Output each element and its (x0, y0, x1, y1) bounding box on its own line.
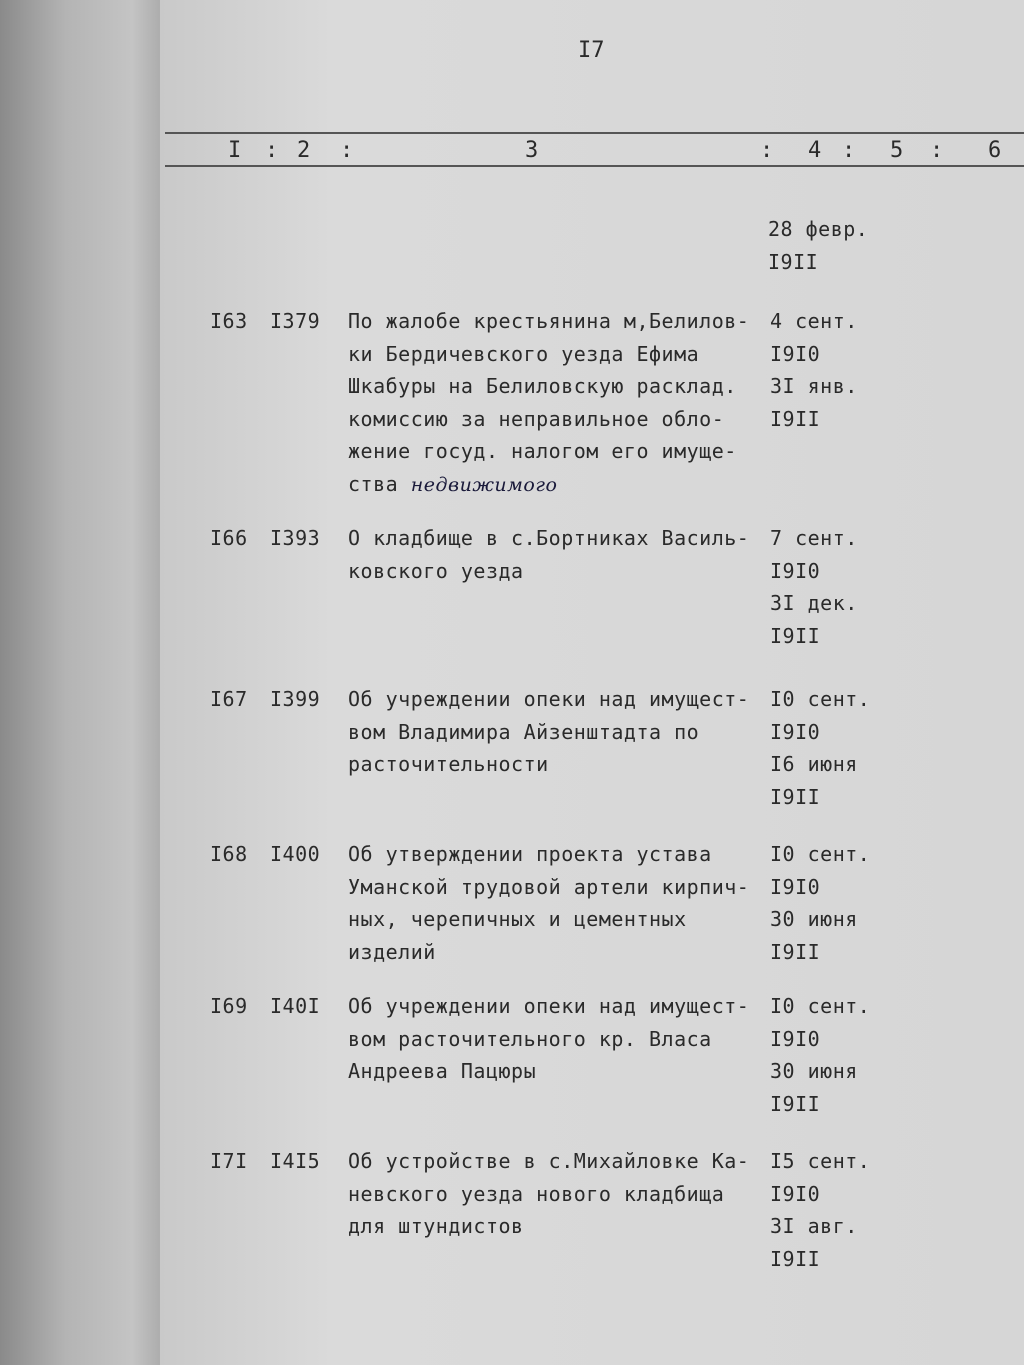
entry-number: I66 (210, 526, 248, 550)
date: I9I0 (770, 874, 821, 899)
date: 7 сент. (770, 526, 858, 550)
carryover-dates (768, 213, 868, 278)
description-line: Об утверждении проекта устава (348, 842, 712, 866)
entry-number-cell (210, 305, 248, 338)
entry-dates (770, 838, 870, 968)
date: I0 сент. (770, 994, 871, 1018)
page-number: I7 (578, 38, 605, 63)
file-number-cell (270, 683, 320, 716)
date: 3I дек. (770, 591, 858, 615)
entry-dates (770, 683, 870, 813)
description-line: изделий (348, 939, 436, 964)
date: I9II (770, 1091, 821, 1116)
entry-description (348, 305, 749, 501)
date: 30 июня (770, 907, 858, 931)
header-rule-top (165, 132, 1024, 134)
description-line: вом расточительного кр. Власа (348, 1026, 712, 1051)
description-line: Об учреждении опеки над имущест- (348, 994, 750, 1018)
date: I9II (768, 249, 819, 274)
entry-description (348, 522, 749, 587)
file-number-cell (270, 1145, 320, 1178)
column-header-cell: 6 (988, 138, 1002, 163)
entry-number-cell (210, 838, 248, 871)
description-line: ных, черепичных и цементных (348, 907, 687, 931)
entry-description (348, 1145, 749, 1243)
date: 30 июня (770, 1059, 858, 1083)
description-line: Андреева Пацюры (348, 1059, 537, 1083)
entry-number-cell (210, 683, 248, 716)
date: I9I0 (770, 719, 821, 744)
date: I9II (770, 939, 821, 964)
description-line: для штундистов (348, 1214, 524, 1238)
entry-description (348, 990, 749, 1088)
description-line: ки Бердичевского уезда Ефима (348, 341, 700, 366)
file-number-cell (270, 838, 320, 871)
column-header-cell: 4 (808, 138, 822, 163)
handwritten-note: недвижимого (410, 473, 558, 496)
file-number-cell (270, 305, 320, 338)
description-line: О кладбище в с.Бортниках Василь- (348, 526, 750, 550)
description-line: По жалобе крестьянина м,Белилов- (348, 309, 750, 333)
column-header-cell: : (340, 138, 354, 163)
file-number-cell (270, 522, 320, 555)
description-line: ства (348, 471, 399, 496)
date: I9II (770, 406, 821, 431)
entry-number: I7I (210, 1149, 248, 1173)
file-number: I4I5 (270, 1149, 321, 1173)
date: I9I0 (770, 341, 821, 366)
entry-number: I68 (210, 842, 248, 866)
entry-description (348, 683, 749, 781)
file-number: I393 (270, 526, 321, 550)
column-header-cell: : (930, 138, 944, 163)
description-line: Об устройстве в с.Михайловке Ка- (348, 1149, 750, 1173)
column-header-cell: 5 (890, 138, 904, 163)
entry-dates (770, 305, 858, 435)
column-header-cell: : (842, 138, 856, 163)
file-number: I399 (270, 687, 321, 711)
date: I0 сент. (770, 842, 871, 866)
date: 3I янв. (770, 374, 858, 398)
description-line: невского уезда нового кладбища (348, 1181, 725, 1206)
description-line: Шкабуры на Белиловскую расклад. (348, 374, 737, 398)
date: I9II (770, 623, 821, 648)
entry-description (348, 838, 749, 968)
date: I9I0 (770, 558, 821, 583)
date: I9II (770, 784, 821, 809)
file-number: I40I (270, 994, 321, 1018)
date: I9I0 (770, 1181, 821, 1206)
entry-number-cell (210, 1145, 248, 1178)
description-line: комиссию за неправильное обло- (348, 406, 725, 431)
date: 3I авг. (770, 1214, 858, 1238)
file-number: I379 (270, 309, 321, 333)
file-number: I400 (270, 842, 321, 866)
description-line: Об учреждении опеки над имущест- (348, 687, 750, 711)
date: 4 сент. (770, 309, 858, 333)
book-binding (0, 0, 165, 1365)
description-line: вом Владимира Айзенштадта по (348, 719, 700, 744)
date: I5 сент. (770, 1149, 871, 1173)
header-rule-bottom (165, 165, 1024, 167)
entry-number: I69 (210, 994, 248, 1018)
description-line: расточительности (348, 752, 549, 776)
date: I9I0 (770, 1026, 821, 1051)
description-line: ковского уезда (348, 558, 524, 583)
entry-dates (770, 1145, 870, 1275)
entry-number: I63 (210, 309, 248, 333)
description-line: жение госуд. налогом его имуще- (348, 439, 737, 463)
entry-number: I67 (210, 687, 248, 711)
column-header-cell: : (760, 138, 774, 163)
file-number-cell (270, 990, 320, 1023)
date: I0 сент. (770, 687, 871, 711)
entry-number-cell (210, 522, 248, 555)
date: I9II (770, 1246, 821, 1271)
column-header-cell: : (265, 138, 279, 163)
column-header-cell: 3 (525, 138, 539, 163)
entry-dates (770, 522, 858, 652)
column-header-cell: 2 (297, 138, 311, 163)
column-header-cell: I (228, 138, 242, 163)
entry-dates (770, 990, 870, 1120)
description-line: Уманской трудовой артели кирпич- (348, 874, 750, 899)
entry-number-cell (210, 990, 248, 1023)
date: 28 февр. (768, 217, 869, 241)
date: I6 июня (770, 752, 858, 776)
